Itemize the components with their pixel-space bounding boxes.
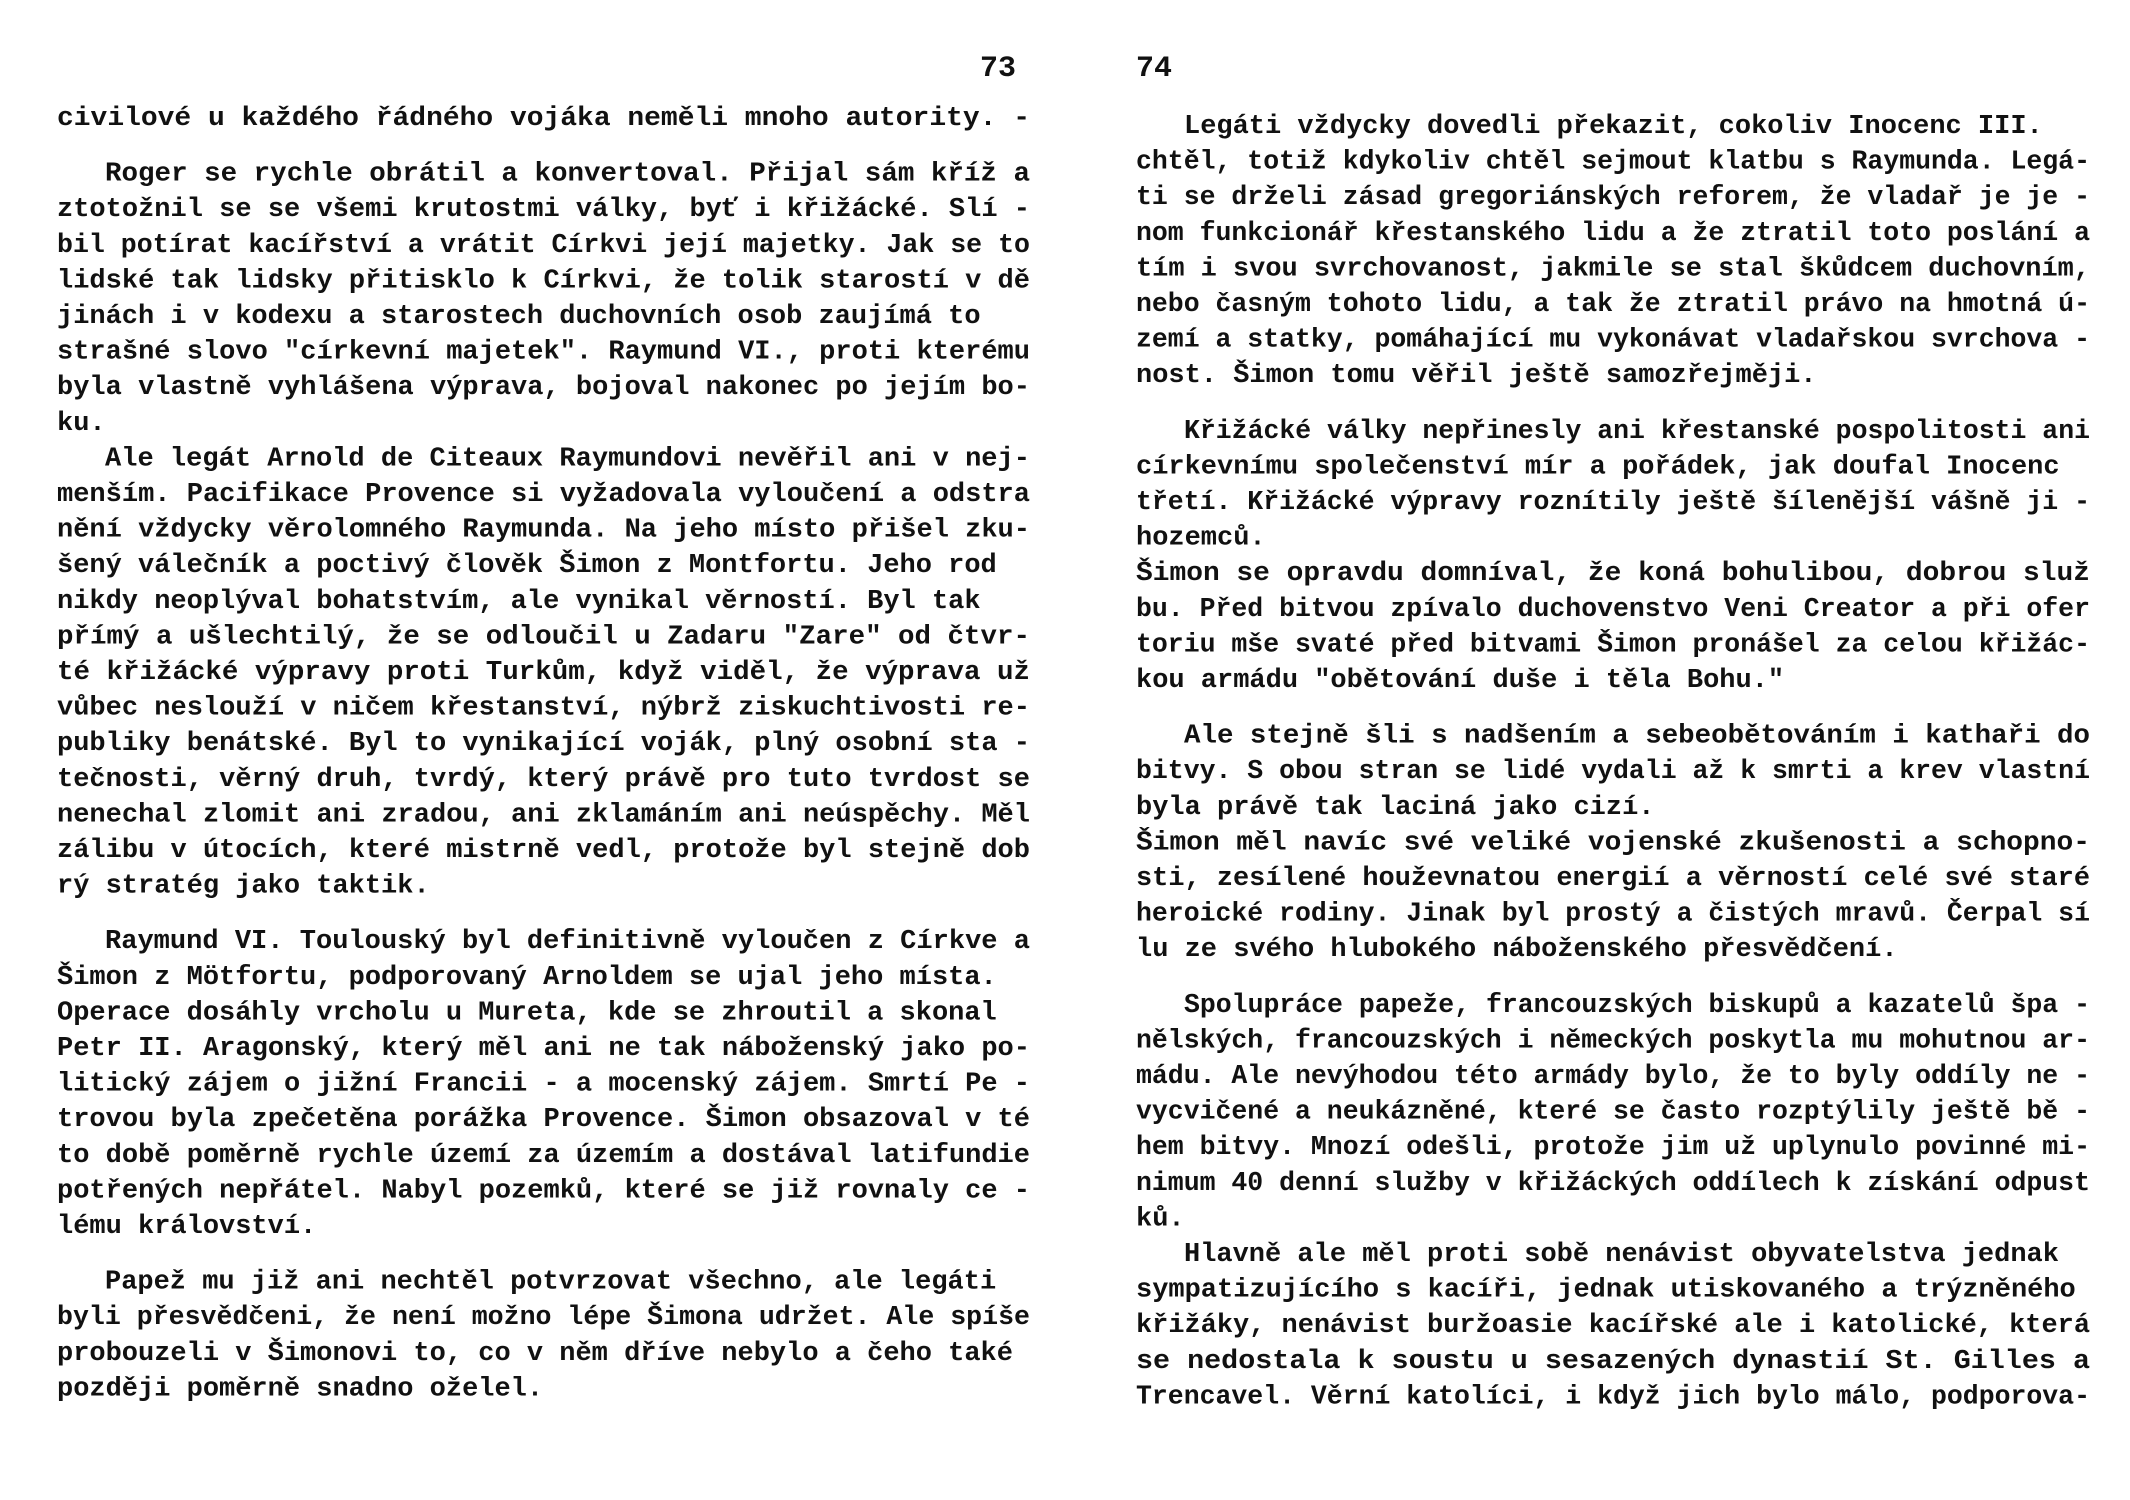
text-line: vůbec neslouží v ničem křestanství, nýbrž ziskuchtivosti re-: [57, 693, 1030, 724]
text-line: Petr II. Aragonský, který měl ani ne tak náboženský jako po-: [57, 1034, 1030, 1064]
text-line: Šimon měl navíc své veliké vojenské zkušenosti a schopno-: [1136, 828, 2060, 859]
text-line: menším. Pacifikace Provence si vyžadovala vyloučení a odstra: [57, 480, 1030, 510]
text-line: nebo časným tohoto lidu, a tak že ztratil právo na hmotná ú-: [1136, 290, 2090, 320]
text-line: té křižácké výpravy proti Turkům, když viděl, že výprava už: [57, 658, 1030, 688]
text-line: Šimon z Mötfortu, podporovaný Arnoldem se ujal jeho místa.: [57, 962, 997, 993]
text-line: publiky benátské. Byl to vynikající voják, plný osobní sta -: [57, 729, 1030, 760]
text-line: potřených nepřátel. Nabyl pozemků, které se již rovnaly ce -: [57, 1176, 1030, 1207]
text-line: heroické rodiny. Jinak byl prostý a čistých mravů. Čerpal sí: [1136, 899, 2109, 930]
text-line: Ale legát Arnold de Citeaux Raymundovi nevěřil ani v nej-: [105, 444, 1030, 475]
text-line: tečnosti, věrný druh, tvrdý, který právě pro tuto tvrdost se: [57, 764, 1030, 795]
text-line: chtěl, totiž kdykoliv chtěl sejmout klatbu s Raymunda. Legá-: [1136, 147, 2090, 178]
text-line: nělských, francouzských i německých poskytla mu mohutnou ar-: [1136, 1026, 2090, 1057]
text-line: toriu mše svaté před bitvami Šimon pronášel za celou křižác-: [1136, 630, 2109, 661]
text-line: Operace dosáhly vrcholu u Mureta, kde se zhroutil a skonal: [57, 998, 997, 1029]
text-line: bu. Před bitvou zpívalo duchovenstvo Veni Creator a při ofer: [1136, 594, 2090, 625]
text-line: rý stratég jako taktik.: [57, 871, 430, 902]
text-line: později poměrně snadno oželel.: [57, 1374, 544, 1405]
text-line: nimum 40 denní služby v křižáckých oddílech k získání odpust: [1136, 1168, 2090, 1199]
text-line: litický zájem o jižní Francii - a mocenský zájem. Smrtí Pe -: [57, 1069, 1030, 1100]
text-line: ztotožnil se se všemi krutostmi války, byť i křižácké. Slí -: [57, 195, 1030, 226]
text-line: zemí a statky, pomáhající mu vykonávat vladařskou svrchova -: [1136, 325, 2090, 356]
text-line: třetí. Křižácké výpravy roznítily ještě šílenější vášně ji -: [1136, 488, 2090, 518]
text-line: to době poměrně rychle území za územím a dostával latifundie: [57, 1140, 1030, 1171]
text-line: nění vždycky věrolomného Raymunda. Na jeho místo přišel zku-: [57, 515, 1030, 546]
text-line: nikdy neoplýval bohatstvím, ale vynikal věrností. Byl tak: [57, 586, 981, 617]
text-line: sympatizujícího s kacíři, jednak utiskovaného a trýzněného: [1136, 1275, 2076, 1306]
text-line: přímý a ušlechtilý, že se odloučil u Zadaru "Zare" od čtvr-: [57, 622, 1030, 653]
text-line: tím i svou svrchovanost, jakmile se stal škůdcem duchovním,: [1136, 254, 2090, 285]
text-line: vycvičené a neukázněné, které se často rozptýlily ještě bě -: [1136, 1097, 2090, 1128]
text-line: Raymund VI. Toulouský byl definitivně vyloučen z Církve a: [105, 927, 1030, 958]
text-line: strašné slovo "církevní majetek". Raymund VI., proti kterému: [57, 337, 1030, 368]
page-number-left: 73: [980, 52, 1017, 86]
text-line: hem bitvy. Mnozí odešli, protože jim už uplynulo povinné mi-: [1136, 1133, 2090, 1164]
page-number-right: 74: [1136, 52, 1173, 86]
text-line: církevnímu společenství mír a pořádek, jak doufal Inocenc: [1136, 452, 2060, 483]
text-line: probouzeli v Šimonovi to, co v něm dříve nebylo a čeho také: [57, 1338, 1013, 1369]
text-line: trovou byla zpečetěna porážka Provence. Šimon obsazoval v té: [57, 1105, 1030, 1136]
text-line: Spolupráce papeže, francouzských biskupů a kazatelů špa -: [1184, 990, 2090, 1021]
text-line: jinách i v kodexu a starostech duchovních osob zaujímá to: [57, 302, 981, 332]
text-line: mádu. Ale nevýhodou této armády bylo, že to byly oddíly ne -: [1136, 1062, 2090, 1092]
text-line: bitvy. S obou stran se lidé vydali až k smrti a krev vlastní: [1136, 757, 2090, 788]
text-line: hozemců.: [1136, 523, 1266, 554]
text-line: nost. Šimon tomu věřil ještě samozřejměji.: [1136, 361, 1817, 392]
text-line: Šimon se opravdu domníval, že koná bohulibou, dobrou služ: [1136, 559, 2060, 590]
text-line: Legáti vždycky dovedli překazit, cokoliv Inocenc III.: [1184, 112, 2043, 142]
text-line: lému království.: [57, 1212, 317, 1242]
text-line: Ale stejně šli s nadšením a sebeobětováním i kathaři do: [1184, 721, 2090, 752]
text-line: Papež mu již ani nechtěl potvrzovat všechno, ale legáti: [105, 1267, 997, 1298]
text-line: civilové u každého řádného vojáka neměli mnoho autority. -: [57, 104, 1030, 134]
text-line: lidské tak lidsky přitisklo k Církvi, že tolik starostí v dě: [57, 266, 1030, 297]
text-line: křižáky, nenávist buržoasie kacířské ale i katolické, která: [1136, 1311, 2090, 1342]
text-line: Křižácké války nepřinesly ani křestanské pospolitosti ani: [1184, 416, 2090, 447]
text-line: kou armádu "obětování duše i těla Bohu.": [1136, 666, 1785, 696]
text-line: nom funkcionář křestanského lidu a že ztratil toto poslání a: [1136, 218, 2090, 249]
text-line: Trencavel. Věrní katolíci, i když jich bylo málo, podporova-: [1136, 1382, 2090, 1413]
text-line: Hlavně ale měl proti sobě nenávist obyvatelstva jednak: [1184, 1240, 2059, 1270]
text-line: byla právě tak laciná jako cizí.: [1136, 792, 1655, 823]
text-line: byla vlastně vyhlášena výprava, bojoval nakonec po jejím bo-: [57, 373, 1030, 404]
text-line: bil potírat kacířství a vrátit Církvi její majetky. Jak se to: [57, 230, 1030, 261]
text-line: se nedostala k soustu u sesazených dynastií St. Gilles a: [1136, 1346, 2090, 1377]
text-line: šený válečník a poctivý člověk Šimon z Montfortu. Jeho rod: [57, 551, 997, 582]
text-line: ti se drželi zásad gregoriánských reforem, že vladař je je -: [1136, 183, 2090, 214]
text-line: nenechal zlomit ani zradou, ani zklamáním ani neúspěchy. Měl: [57, 800, 1030, 831]
text-line: sti, zesílené houževnatou energií a věrností celé své staré: [1136, 864, 2090, 894]
text-line: lu ze svého hlubokého náboženského přesvědčení.: [1136, 935, 1898, 966]
text-line: Roger se rychle obrátil a konvertoval. Přijal sám kříž a: [105, 159, 1030, 190]
text-line: zálibu v útocích, které mistrně vedl, protože byl stejně dob: [57, 836, 1030, 866]
text-line: byli přesvědčeni, že není možno lépe Šimona udržet. Ale spíše: [57, 1303, 1046, 1334]
text-line: ku.: [57, 408, 106, 439]
text-line: ků.: [1136, 1204, 1185, 1235]
